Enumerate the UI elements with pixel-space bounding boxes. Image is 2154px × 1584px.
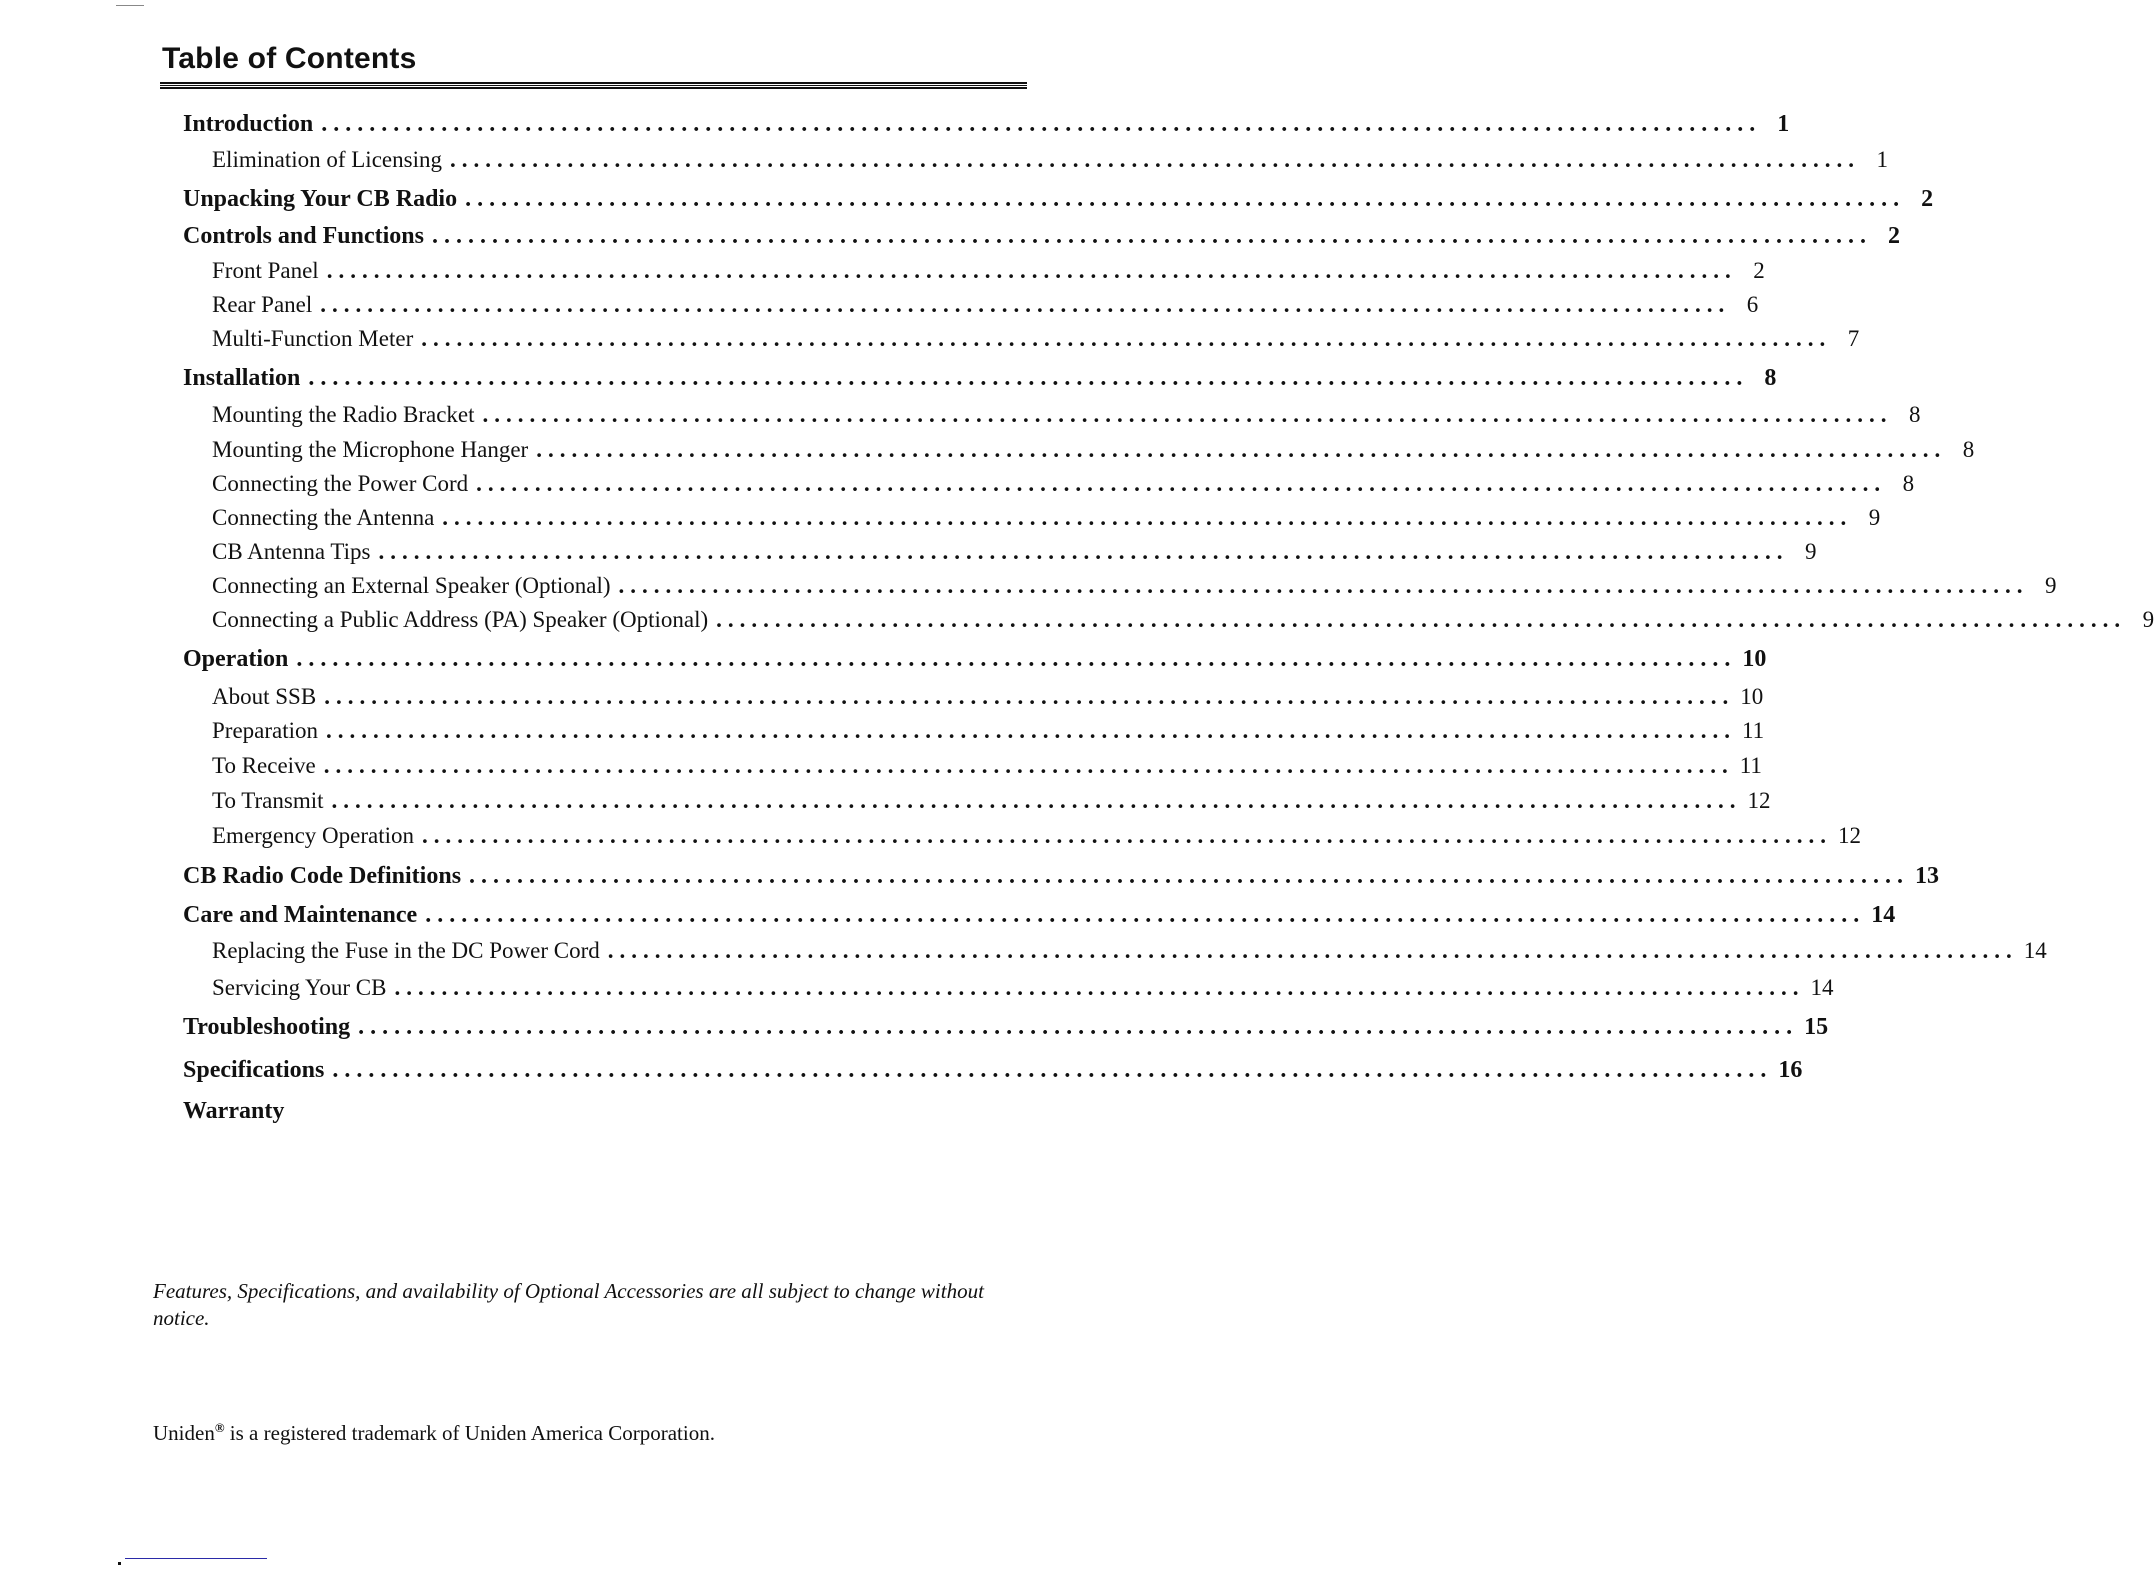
toc-dot-leader: ........................................................................................................................ [331, 788, 1742, 813]
toc-page-number: 1 [1876, 147, 1888, 172]
toc-subsection-entry [183, 437, 1975, 463]
scan-dot [118, 1562, 121, 1565]
toc-dot-leader: ........................................................................................................................ [465, 186, 1906, 212]
toc-entry-label: To Receive [212, 753, 316, 778]
toc-entry-label: Elimination of Licensing [212, 147, 442, 172]
toc-entry-label: Care and Maintenance [183, 902, 418, 928]
toc-subsection-entry [183, 823, 1862, 849]
title-double-rule [160, 82, 1027, 89]
toc-dot-leader: ........................................................................................................................ [308, 365, 1749, 391]
toc-page-number: 2 [1753, 258, 1765, 283]
toc-section-entry [183, 1057, 1803, 1083]
toc-subsection-entry [183, 718, 1765, 744]
toc-entry-label: Connecting an External Speaker (Optional) [212, 573, 611, 598]
toc-page-number: 12 [1838, 823, 1862, 848]
toc-dot-leader: ........................................................................................................................ [536, 437, 1947, 462]
toc-subsection-entry [183, 258, 1765, 284]
toc-page-number: 14 [2023, 938, 2047, 963]
toc-page-number: 2 [1921, 186, 1934, 212]
toc-page-number: 8 [1902, 471, 1915, 496]
trademark-brand: Uniden [153, 1421, 215, 1445]
toc-section-entry [183, 646, 1767, 672]
toc-page-number: 8 [1764, 365, 1777, 391]
toc-entry-label: Warranty [183, 1098, 285, 1124]
toc-entry-label: Rear Panel [212, 292, 313, 317]
toc-section-entry [183, 1098, 1025, 1124]
toc-page-number: 8 [1909, 402, 1921, 427]
toc-entry-label: Connecting the Power Cord [212, 471, 469, 496]
toc-subsection-entry [183, 938, 2047, 964]
toc-dot-leader: ........................................................................................................................ [482, 402, 1893, 427]
toc-dot-leader: ........................................................................................................................ [607, 938, 2018, 963]
toc-dot-leader: ........................................................................................................................ [321, 111, 1762, 137]
toc-entry-label: Troubleshooting [183, 1014, 351, 1040]
toc-entry-label: Connecting the Antenna [212, 505, 435, 530]
toc-subsection-entry [183, 607, 2154, 633]
toc-page-number: 2 [1887, 223, 1900, 249]
toc-dot-leader: ........................................................................................................................ [421, 326, 1832, 351]
toc-page-number: 10 [1742, 646, 1767, 672]
toc-page-number: 11 [1742, 718, 1765, 743]
toc-page-number: 1 [1777, 111, 1790, 137]
toc-page-number: 9 [1805, 539, 1817, 564]
toc-page-number: 14 [1871, 902, 1896, 928]
toc-section-entry [183, 365, 1777, 391]
toc-dot-leader: ........................................................................................................................ [378, 539, 1789, 564]
toc-dot-leader: ........................................................................................................................ [326, 718, 1737, 743]
toc-section-entry [183, 186, 1934, 212]
change-notice: Features, Specifications, and availability of Optional Accessories are all subject to change without notice. [153, 1279, 984, 1330]
scan-mark-top [116, 5, 144, 6]
toc-subsection-entry [183, 292, 1759, 318]
trademark-text: is a registered trademark of Uniden America Corporation. [224, 1421, 715, 1445]
toc-dot-leader: ........................................................................................................................ [320, 292, 1731, 317]
toc-entry-label: Multi-Function Meter [212, 326, 414, 351]
toc-page-number: 16 [1778, 1057, 1803, 1083]
toc-dot-leader: ........................................................................................................................ [425, 902, 1866, 928]
toc-subsection-entry [183, 573, 2057, 599]
toc-section-entry [183, 223, 1900, 249]
toc-dot-leader: ........................................................................................................................ [716, 607, 2127, 632]
toc-entry-label: Replacing the Fuse in the DC Power Cord [212, 938, 600, 963]
toc-entry-label: CB Antenna Tips [212, 539, 371, 564]
toc-dot-leader: ........................................................................................................................ [324, 684, 1735, 709]
toc-subsection-entry [183, 402, 1921, 428]
toc-entry-label: Operation [183, 646, 289, 672]
toc-entry-label: Unpacking Your CB Radio [183, 186, 458, 212]
page-title: Table of Contents [162, 42, 417, 75]
toc-entry-label: Introduction [183, 111, 314, 137]
toc-dot-leader: ........................................................................................................................ [469, 863, 1910, 889]
toc-entry-label: Mounting the Radio Bracket [212, 402, 475, 427]
toc-page-number: 15 [1804, 1014, 1829, 1040]
scan-mark-bottom [125, 1558, 267, 1559]
toc-page-number: 9 [2142, 607, 2154, 632]
toc-entry-label: CB Radio Code Definitions [183, 863, 462, 889]
toc-section-entry [183, 1014, 1829, 1040]
trademark-notice [153, 1420, 715, 1446]
toc-entry-label: Front Panel [212, 258, 319, 283]
toc-dot-leader: ........................................................................................................................ [394, 975, 1805, 1000]
toc-page-number: 13 [1915, 863, 1940, 889]
toc-entry-label: Servicing Your CB [212, 975, 387, 1000]
toc-subsection-entry [183, 147, 1888, 173]
toc-entry-label: Connecting a Public Address (PA) Speaker (Optional) [212, 607, 709, 632]
toc-section-entry [183, 902, 1896, 928]
toc-subsection-entry [183, 471, 1915, 497]
toc-dot-leader: ........................................................................................................................ [431, 223, 1872, 249]
toc-subsection-entry [183, 788, 1771, 814]
toc-dot-leader: ........................................................................................................................ [442, 505, 1853, 530]
toc-page-number: 6 [1746, 292, 1759, 317]
toc-subsection-entry [183, 539, 1817, 565]
toc-page-number: 10 [1740, 684, 1764, 709]
toc-dot-leader: ........................................................................................................................ [476, 471, 1887, 496]
toc-section-entry [183, 863, 1940, 889]
toc-page-number: 11 [1739, 753, 1762, 778]
toc-subsection-entry [183, 326, 1860, 352]
title-rule-inner-line [160, 85, 1027, 86]
toc-entry-label: Specifications [183, 1057, 325, 1083]
toc-dot-leader: ........................................................................................................................ [323, 753, 1734, 778]
toc-entry-label: To Transmit [212, 788, 324, 813]
toc-page-number: 7 [1847, 326, 1860, 351]
toc-page-number: 9 [2045, 573, 2057, 598]
toc-dot-leader: ........................................................................................................................ [326, 258, 1737, 283]
toc-page-number: 14 [1810, 975, 1834, 1000]
registered-mark: ® [214, 1420, 225, 1435]
toc-entry-label: Mounting the Microphone Hanger [212, 437, 529, 462]
toc-dot-leader: ........................................................................................................................ [618, 573, 2029, 598]
toc-dot-leader: ........................................................................................................................ [296, 646, 1737, 672]
toc-subsection-entry [183, 684, 1764, 710]
toc-entry-label: Installation [183, 365, 301, 391]
toc-entry-label: About SSB [212, 684, 317, 709]
toc-entry-label: Preparation [212, 718, 319, 743]
toc-dot-leader: ........................................................................................................................ [422, 823, 1833, 848]
toc-page-number: 9 [1868, 505, 1881, 530]
toc-entry-label: Controls and Functions [183, 223, 424, 249]
toc-entry-label: Emergency Operation [212, 823, 415, 848]
toc-page-number: 12 [1747, 788, 1771, 813]
toc-subsection-entry [183, 505, 1881, 531]
toc-dot-leader: ........................................................................................................................ [449, 147, 1860, 172]
toc-dot-leader: ........................................................................................................................ [358, 1014, 1799, 1040]
toc-page-number: 8 [1962, 437, 1975, 462]
toc-subsection-entry [183, 753, 1762, 779]
toc-subsection-entry [183, 975, 1834, 1001]
toc-section-entry [183, 111, 1790, 137]
toc-dot-leader: ........................................................................................................................ [332, 1057, 1773, 1083]
